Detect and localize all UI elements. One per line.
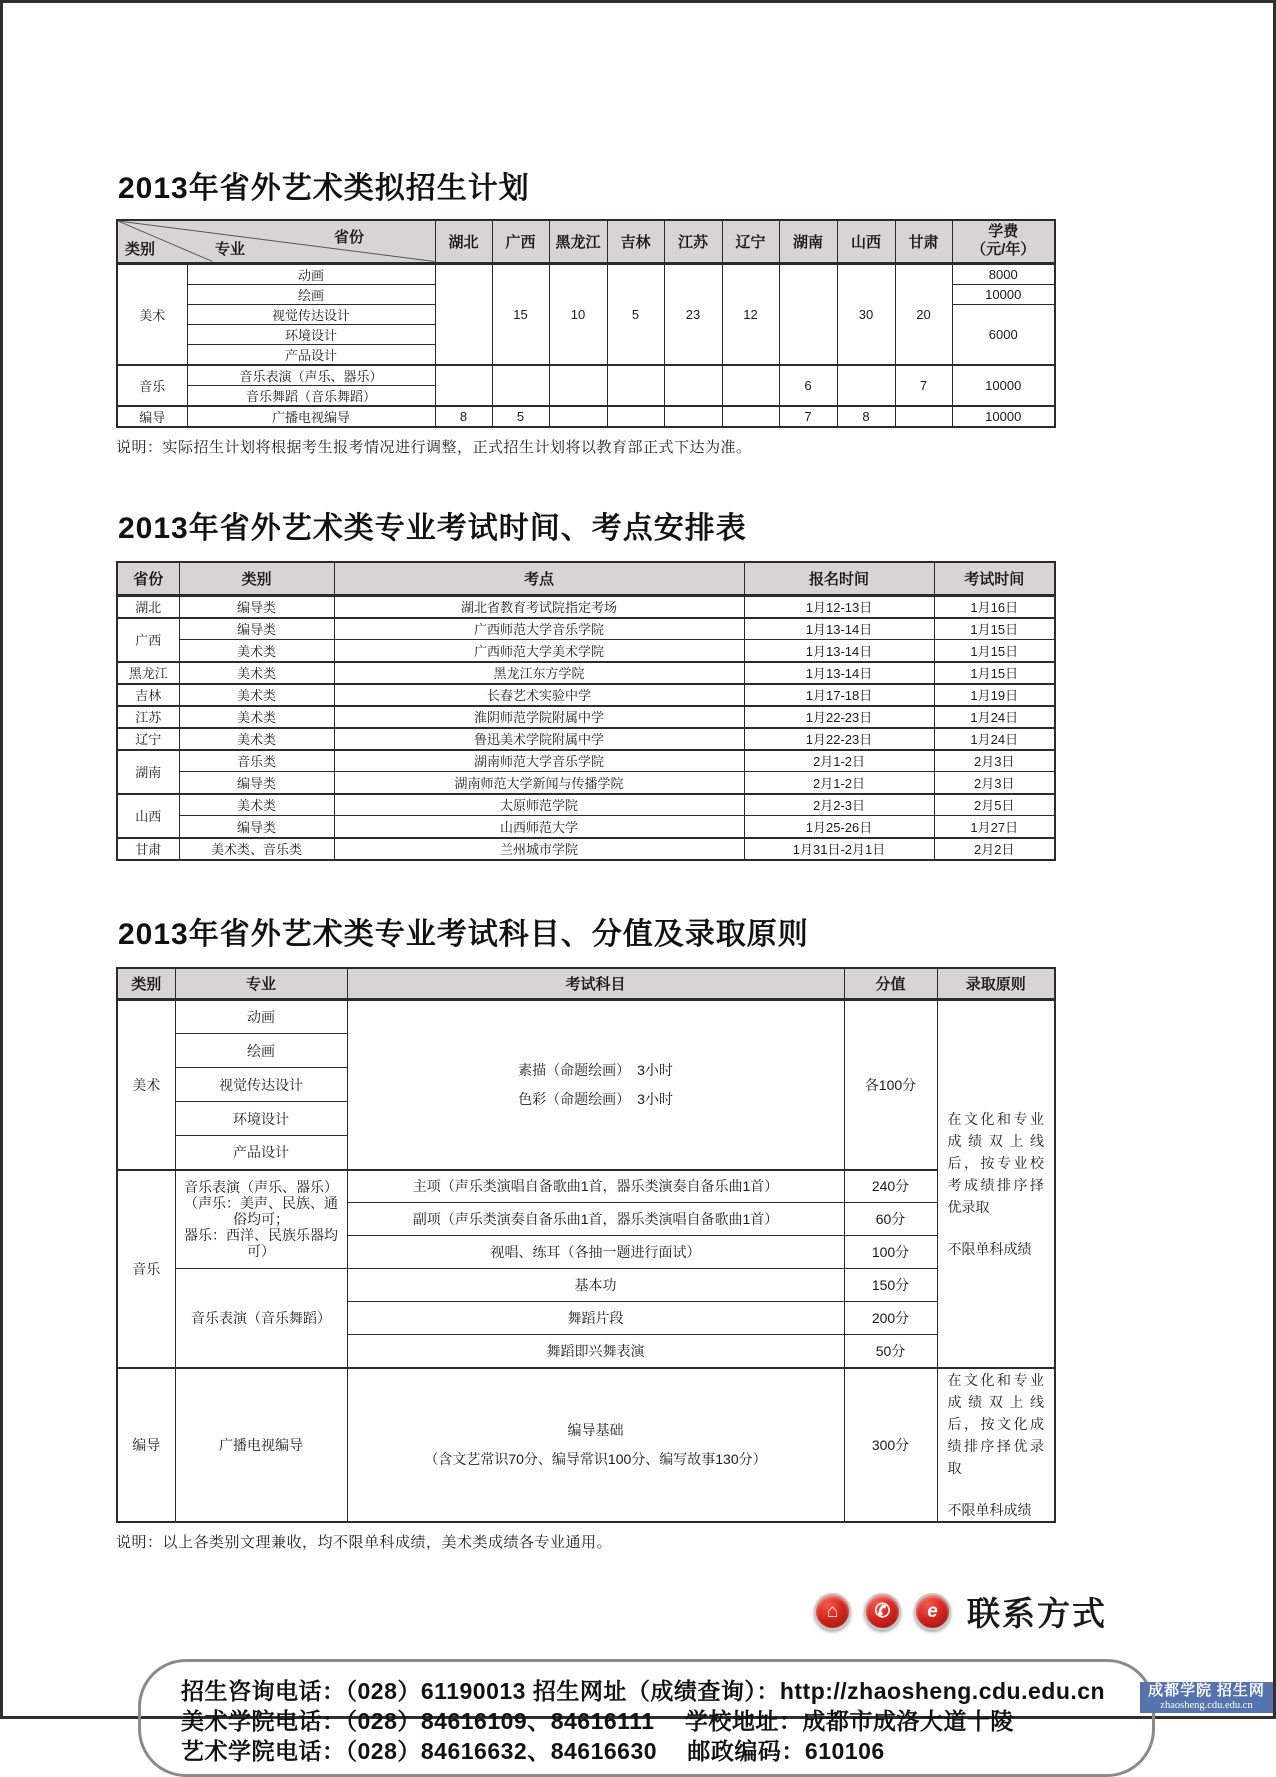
major-cell: 动画 xyxy=(175,1000,347,1034)
major-cell-music-dance: 音乐表演（音乐舞蹈） xyxy=(175,1269,347,1368)
venue-cell: 淮阴师范学院附属中学 xyxy=(334,706,744,728)
venue-cell: 太原师范学院 xyxy=(334,794,744,816)
exam-time-cell: 1月19日 xyxy=(934,684,1055,706)
plan-cell-art-guangxi: 15 xyxy=(492,263,549,365)
province-cell: 广西 xyxy=(117,618,179,662)
plan-cell-biandao-heilongjiang xyxy=(549,406,607,427)
major-cell: 广播电视编导 xyxy=(187,406,435,427)
reg-time-cell: 1月22-23日 xyxy=(744,706,934,728)
subjects-header-subject: 考试科目 xyxy=(347,968,844,1000)
exam-time-cell: 1月16日 xyxy=(934,596,1055,618)
corner-label-province: 省份 xyxy=(334,229,365,246)
subject-line: 素描（命题绘画） 3小时 xyxy=(518,1062,673,1079)
venue-cell: 兰州城市学院 xyxy=(334,838,744,860)
major-cell: 绘画 xyxy=(187,284,435,304)
subject-cell: 副项（声乐类演奏自备乐曲1首，器乐类演唱自备歌曲1首） xyxy=(347,1203,844,1236)
table-row xyxy=(117,662,1055,684)
subjects-header-principle: 录取原则 xyxy=(937,968,1055,1000)
table-row xyxy=(117,684,1055,706)
plan-cell-music-gansu: 7 xyxy=(895,365,952,406)
category-cell-music: 音乐 xyxy=(117,1170,175,1368)
corner-label-category: 类别 xyxy=(125,240,156,258)
category-cell-art: 美术 xyxy=(117,263,187,365)
tuition-header-line1: 学费 xyxy=(988,223,1019,241)
province-cell: 湖北 xyxy=(117,596,179,618)
category-cell: 美术类 xyxy=(179,728,334,750)
venue-cell: 长春艺术实验中学 xyxy=(334,684,744,706)
table-header-row xyxy=(117,562,1055,596)
principle-cell-art-music xyxy=(937,1000,1055,1368)
exam-time-cell: 1月15日 xyxy=(934,618,1055,640)
principle-line: 不限单科成绩 xyxy=(947,1501,1032,1518)
table-row xyxy=(117,794,1055,816)
category-cell: 美术类 xyxy=(179,706,334,728)
plan-cell-art-hubei xyxy=(435,263,492,365)
principle-line: 在文化和专业成绩双上线后，按文化成绩排序择优录取 xyxy=(947,1371,1044,1476)
major-cell: 产品设计 xyxy=(175,1136,347,1170)
major-cell: 绘画 xyxy=(175,1034,347,1068)
category-cell-art: 美术 xyxy=(117,1000,175,1170)
reg-time-cell: 1月31日-2月1日 xyxy=(744,838,934,860)
subject-cell: 基本功 xyxy=(347,1269,844,1302)
category-cell: 美术类 xyxy=(179,794,334,816)
plan-cell-biandao-gansu xyxy=(895,406,952,427)
subject-cell: 视唱、练耳（各抽一题进行面试） xyxy=(347,1236,844,1269)
venue-cell: 山西师范大学 xyxy=(334,816,744,838)
province-cell: 黑龙江 xyxy=(117,662,179,684)
schedule-header-venue: 考点 xyxy=(334,562,744,596)
schedule-header-province: 省份 xyxy=(117,562,179,596)
schedule-header-reg: 报名时间 xyxy=(744,562,934,596)
major-cell: 广播电视编导 xyxy=(175,1368,347,1522)
category-cell: 美术类、音乐类 xyxy=(179,838,334,860)
tuition-cell: 10000 xyxy=(952,365,1055,406)
table-row xyxy=(117,1170,1055,1203)
contact-line-admissions: 招生咨询电话：（028）61190013 招生网址（成绩查询）：http://zhaosheng.cdu.edu.cn xyxy=(181,1677,1106,1704)
category-cell-music: 音乐 xyxy=(117,365,187,406)
plan-cell-music-liaoning xyxy=(722,365,779,406)
exam-time-cell: 1月24日 xyxy=(934,728,1055,750)
contact-box-wrap xyxy=(3,1659,1273,1777)
subjects-header-score: 分值 xyxy=(844,968,937,1000)
plan-cell-music-heilongjiang xyxy=(549,365,607,406)
reg-time-cell: 2月1-2日 xyxy=(744,750,934,772)
table-row xyxy=(117,816,1055,838)
reg-time-cell: 2月1-2日 xyxy=(744,772,934,794)
subject-line: 编导基础 xyxy=(567,1422,624,1438)
subject-cell: 主项（声乐类演唱自备歌曲1首，器乐类演奏自备乐曲1首） xyxy=(347,1170,844,1203)
table-row xyxy=(117,750,1055,772)
tuition-cell: 8000 xyxy=(952,263,1055,284)
tuition-cell: 6000 xyxy=(952,304,1055,365)
table-row xyxy=(117,772,1055,794)
plan-cell-art-shanxi: 30 xyxy=(837,263,895,365)
subject-line: 色彩（命题绘画） 3小时 xyxy=(518,1091,673,1108)
plan-cell-biandao-shanxi: 8 xyxy=(837,406,895,427)
score-cell: 300分 xyxy=(844,1368,937,1522)
score-cell: 200分 xyxy=(844,1302,937,1335)
exam-schedule-table xyxy=(116,561,1056,861)
corner-label-major: 专业 xyxy=(215,240,246,258)
exam-time-cell: 2月3日 xyxy=(934,750,1055,772)
principle-line: 不限单科成绩 xyxy=(947,1240,1032,1257)
plan-cell-biandao-hunan: 7 xyxy=(779,406,837,427)
table-row xyxy=(117,365,1055,386)
venue-cell: 广西师范大学音乐学院 xyxy=(334,618,744,640)
exam-time-cell: 1月15日 xyxy=(934,662,1055,684)
table-row xyxy=(117,1000,1055,1034)
plan-cell-art-jiangsu: 23 xyxy=(664,263,722,365)
category-cell: 编导类 xyxy=(179,816,334,838)
major-cell-music-performance xyxy=(175,1170,347,1269)
category-cell: 编导类 xyxy=(179,596,334,618)
subject-cell-biandao xyxy=(347,1368,844,1522)
plan-cell-music-hubei xyxy=(435,365,492,406)
table-row xyxy=(117,640,1055,662)
major-cell: 环境设计 xyxy=(175,1102,347,1136)
subject-cell-art xyxy=(347,1000,844,1170)
principle-line: 在文化和专业成绩双上线后，按专业校考成绩排序择优录取 xyxy=(947,1110,1044,1215)
subjects-header-major: 专业 xyxy=(175,968,347,1000)
table-row xyxy=(117,1269,1055,1302)
province-cell: 湖南 xyxy=(117,750,179,794)
reg-time-cell: 1月12-13日 xyxy=(744,596,934,618)
table-row xyxy=(117,263,1055,284)
category-cell: 美术类 xyxy=(179,662,334,684)
exam-time-cell: 1月24日 xyxy=(934,706,1055,728)
reg-time-cell: 1月17-18日 xyxy=(744,684,934,706)
table-row xyxy=(117,618,1055,640)
table-row xyxy=(117,406,1055,427)
score-cell: 60分 xyxy=(844,1203,937,1236)
score-cell: 240分 xyxy=(844,1170,937,1203)
plan-cell-biandao-guangxi: 5 xyxy=(492,406,549,427)
exam-time-cell: 2月2日 xyxy=(934,838,1055,860)
subjects-title: 2013年省外艺术类专业考试科目、分值及录取原则 xyxy=(118,917,809,951)
schedule-header-category: 类别 xyxy=(179,562,334,596)
watermark-name: 成都学院 招生网 xyxy=(1148,1683,1265,1699)
tuition-cell: 10000 xyxy=(952,406,1055,427)
watermark-url: zhaosheng.cdu.edu.cn xyxy=(1160,1700,1253,1711)
exam-time-cell: 1月27日 xyxy=(934,816,1055,838)
page-content xyxy=(3,163,1273,1552)
score-cell: 150分 xyxy=(844,1269,937,1302)
contact-line-arts-college: 艺术学院电话：（028）84616632、84616630 邮政编码：610106 xyxy=(181,1737,885,1764)
province-header: 江苏 xyxy=(664,220,722,263)
exam-time-cell: 1月15日 xyxy=(934,640,1055,662)
score-cell: 100分 xyxy=(844,1236,937,1269)
plan-cell-biandao-jiangsu xyxy=(664,406,722,427)
contact-icons xyxy=(814,1593,951,1630)
tuition-cell: 10000 xyxy=(952,284,1055,304)
major-line: 器乐：西洋、民族乐器均可） xyxy=(184,1227,338,1260)
plan-cell-music-jilin xyxy=(607,365,664,406)
province-cell: 山西 xyxy=(117,794,179,838)
table-row xyxy=(117,728,1055,750)
province-header: 湖北 xyxy=(435,220,492,263)
category-cell: 美术类 xyxy=(179,640,334,662)
major-cell: 音乐舞蹈（音乐舞蹈） xyxy=(187,385,435,406)
score-cell: 50分 xyxy=(844,1335,937,1368)
subject-cell: 舞蹈片段 xyxy=(347,1302,844,1335)
province-header: 辽宁 xyxy=(722,220,779,263)
major-cell: 动画 xyxy=(187,263,435,284)
reg-time-cell: 1月13-14日 xyxy=(744,662,934,684)
major-cell: 视觉传达设计 xyxy=(187,304,435,324)
phone-icon: ✆ xyxy=(864,1593,901,1630)
province-cell: 辽宁 xyxy=(117,728,179,750)
web-e-icon: e xyxy=(914,1593,951,1630)
venue-cell: 广西师范大学美术学院 xyxy=(334,640,744,662)
subjects-header-category: 类别 xyxy=(117,968,175,1000)
province-header: 湖南 xyxy=(779,220,837,263)
enrollment-plan-table xyxy=(116,219,1056,428)
reg-time-cell: 1月22-23日 xyxy=(744,728,934,750)
exam-time-cell: 2月5日 xyxy=(934,794,1055,816)
category-cell: 编导类 xyxy=(179,618,334,640)
schedule-title: 2013年省外艺术类专业考试时间、考点安排表 xyxy=(118,511,747,545)
province-header: 吉林 xyxy=(607,220,664,263)
plan-cell-art-gansu: 20 xyxy=(895,263,952,365)
contact-heading-row xyxy=(3,1588,1107,1635)
plan-cell-biandao-hubei: 8 xyxy=(435,406,492,427)
venue-cell: 鲁迅美术学院附属中学 xyxy=(334,728,744,750)
major-cell: 视觉传达设计 xyxy=(175,1068,347,1102)
table-row xyxy=(117,706,1055,728)
table-header-row xyxy=(117,220,1055,263)
venue-cell: 湖南师范大学新闻与传播学院 xyxy=(334,772,744,794)
plan-cell-biandao-liaoning xyxy=(722,406,779,427)
plan-cell-art-heilongjiang: 10 xyxy=(549,263,607,365)
contact-heading: 联系方式 xyxy=(967,1594,1107,1632)
province-header: 广西 xyxy=(492,220,549,263)
table-row xyxy=(117,596,1055,618)
diagonal-lines xyxy=(118,221,435,262)
plan-cell-art-liaoning: 12 xyxy=(722,263,779,365)
reg-time-cell: 1月13-14日 xyxy=(744,618,934,640)
reg-time-cell: 2月2-3日 xyxy=(744,794,934,816)
reg-time-cell: 1月25-26日 xyxy=(744,816,934,838)
province-header: 山西 xyxy=(837,220,895,263)
reg-time-cell: 1月13-14日 xyxy=(744,640,934,662)
major-line: 音乐表演（声乐、器乐） xyxy=(184,1179,338,1196)
province-header: 黑龙江 xyxy=(549,220,607,263)
plan-cell-biandao-jilin xyxy=(607,406,664,427)
plan-cell-music-jiangsu xyxy=(664,365,722,406)
major-cell: 产品设计 xyxy=(187,344,435,365)
score-cell: 各100分 xyxy=(844,1000,937,1170)
plan-cell-art-jilin: 5 xyxy=(607,263,664,365)
table-row xyxy=(117,1368,1055,1522)
plan-cell-art-hunan xyxy=(779,263,837,365)
principle-cell-biandao xyxy=(937,1368,1055,1522)
plan-note: 说明：实际招生计划将根据考生报考情况进行调整，正式招生计划将以教育部正式下达为准。 xyxy=(116,438,752,456)
province-cell: 甘肃 xyxy=(117,838,179,860)
tuition-header xyxy=(952,220,1055,263)
venue-cell: 湖北省教育考试院指定考场 xyxy=(334,596,744,618)
subjects-note: 说明：以上各类别文理兼收，均不限单科成绩，美术类成绩各专业通用。 xyxy=(116,1533,613,1551)
category-cell: 编导类 xyxy=(179,772,334,794)
schedule-header-exam: 考试时间 xyxy=(934,562,1055,596)
contact-box xyxy=(138,1659,1155,1777)
table-header-row xyxy=(117,968,1055,1000)
plan-cell-music-shanxi xyxy=(837,365,895,406)
site-watermark xyxy=(1140,1682,1273,1713)
table-row xyxy=(117,838,1055,860)
category-cell: 音乐类 xyxy=(179,750,334,772)
province-header: 甘肃 xyxy=(895,220,952,263)
subject-line: （含文艺常识70分、编导常识100分、编写故事130分） xyxy=(424,1451,767,1467)
category-cell: 美术类 xyxy=(179,684,334,706)
major-cell: 音乐表演（声乐、器乐） xyxy=(187,365,435,386)
exam-subjects-table xyxy=(116,967,1056,1523)
province-cell: 吉林 xyxy=(117,684,179,706)
venue-cell: 黑龙江东方学院 xyxy=(334,662,744,684)
province-cell: 江苏 xyxy=(117,706,179,728)
major-cell: 环境设计 xyxy=(187,324,435,344)
category-cell-biandao: 编导 xyxy=(117,1368,175,1522)
plan-title: 2013年省外艺术类拟招生计划 xyxy=(118,172,530,205)
plan-cell-music-hunan: 6 xyxy=(779,365,837,406)
subject-cell: 舞蹈即兴舞表演 xyxy=(347,1335,844,1368)
plan-cell-music-guangxi xyxy=(492,365,549,406)
home-icon: ⌂ xyxy=(814,1593,851,1630)
major-line: （声乐：美声、民族、通俗均可； xyxy=(184,1195,338,1228)
tuition-header-line2: （元/年） xyxy=(971,241,1036,259)
diagonal-header-cell xyxy=(117,220,435,263)
category-cell-biandao: 编导 xyxy=(117,406,187,427)
venue-cell: 湖南师范大学音乐学院 xyxy=(334,750,744,772)
exam-time-cell: 2月3日 xyxy=(934,772,1055,794)
contact-line-art-college: 美术学院电话：（028）84616109、84616111 学校地址：成都市成洛大道十陵 xyxy=(181,1707,1014,1734)
